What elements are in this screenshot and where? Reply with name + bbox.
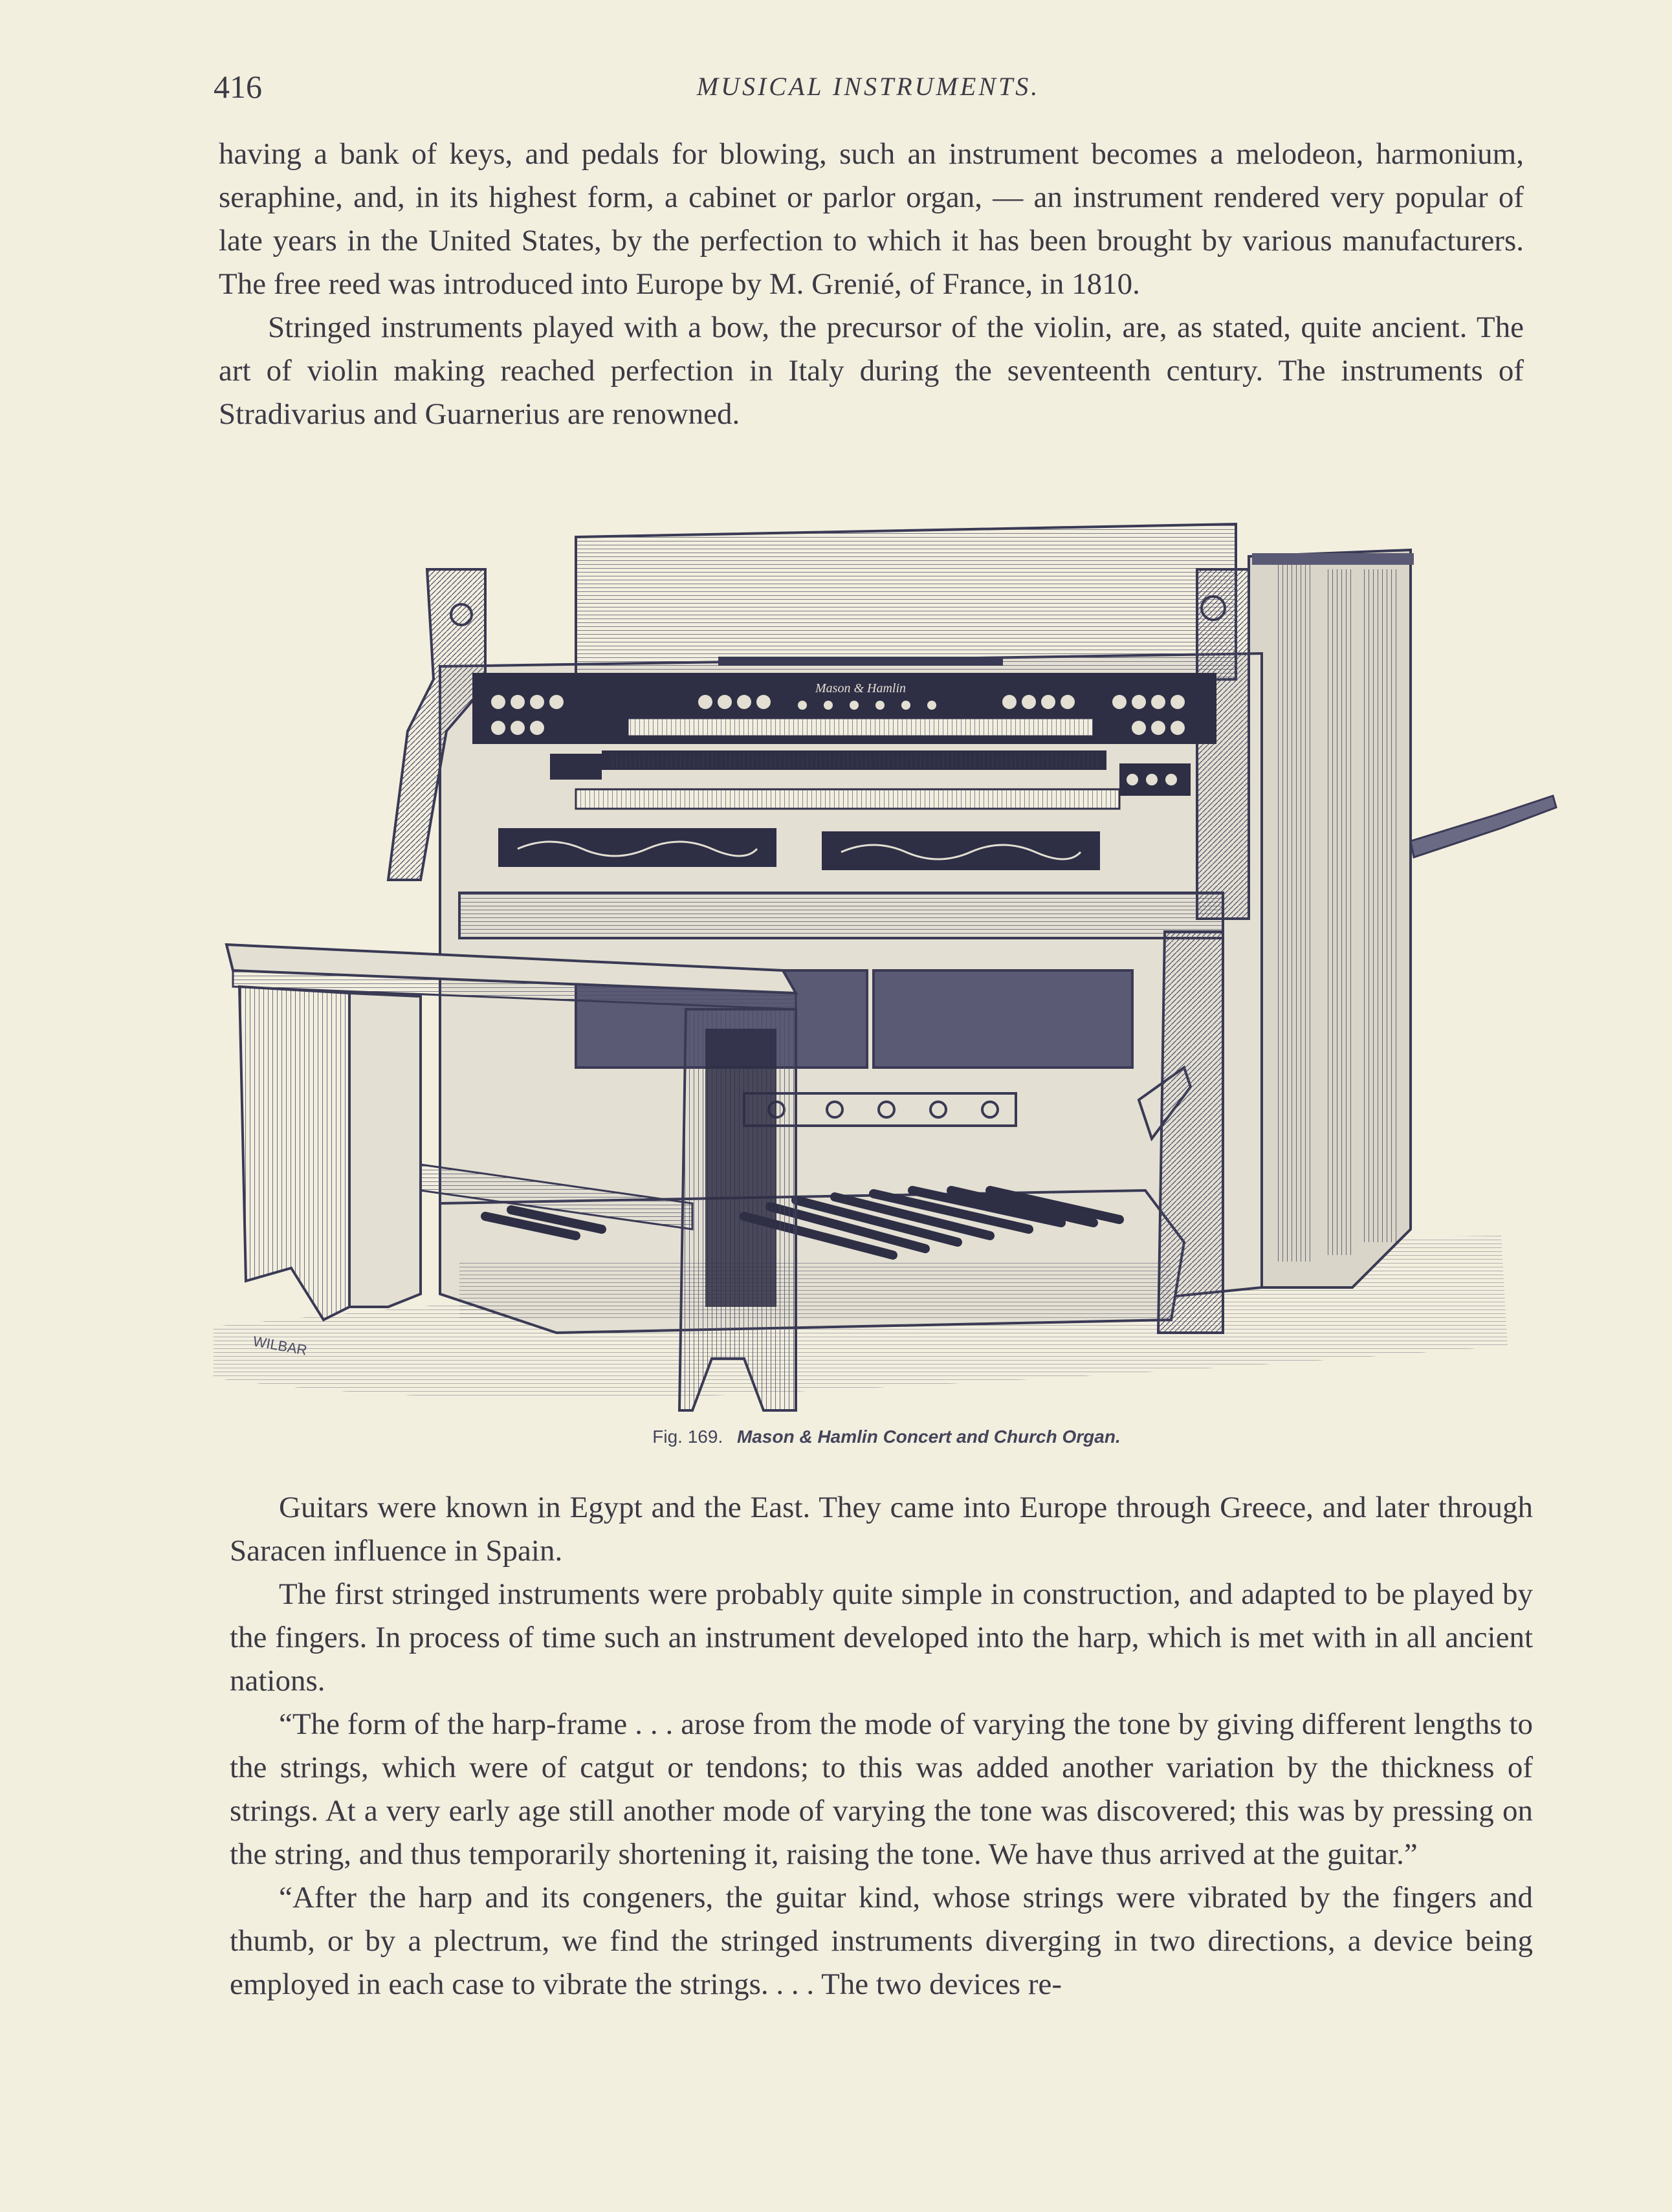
paragraph: The first stringed instruments were probably quite simple in construction, and adapted to be played by the fingers. In process of time such an instrument developed into the harp, which is met with in all ancient nations. bbox=[230, 1577, 1533, 1698]
organ-figure bbox=[214, 518, 1559, 1447]
caption-title: Mason & Hamlin Concert and Church Organ. bbox=[737, 1427, 1121, 1447]
organ-engraving bbox=[214, 518, 1559, 1423]
text-block-top bbox=[219, 133, 1524, 436]
text-block-bottom bbox=[230, 1486, 1533, 2006]
figure-caption bbox=[214, 1427, 1559, 1447]
page-number: 416 bbox=[214, 69, 262, 105]
paragraph: Stringed instruments played with a bow, the precursor of the violin, are, as stated, quite ancient. The art of violin making reached perfection in Italy during the seventeenth century. The instruments of Stradivarius and Guarnerius are renowned. bbox=[219, 311, 1524, 431]
nameboard-label: Mason & Hamlin bbox=[815, 681, 906, 695]
paragraph: having a bank of keys, and pedals for blowing, such an instrument becomes a melodeon, harmonium, seraphine, and, in its highest form, a cabinet or parlor organ, — an instrument rendered very popular of late years in the United States, by the perfection to which it has been brought by various manufacturers. The free reed was introduced into Europe by M. Grenié, of France, in 1810. bbox=[219, 137, 1524, 301]
engraver-signature: WILBAR bbox=[252, 1333, 309, 1359]
caption-label: Fig. 169. bbox=[652, 1427, 723, 1447]
paragraph: “The form of the harp-frame . . . arose from the mode of varying the tone by giving different lengths to the strings, which were of catgut or tendons; to this was added another variation by the thickness of strings. At a very early age still another mode of varying the tone was discovered; this was by pressing on the string, and thus temporarily shortening it, raising the tone. We have thus arrived at the guitar.” bbox=[230, 1707, 1533, 1871]
paragraph: “After the harp and its congeners, the guitar kind, whose strings were vibrated by the fingers and thumb, or by a plectrum, we find the stringed instruments diverging in two directions, a device being employed in each case to vibrate the strings. . . . The two devices re- bbox=[230, 1881, 1533, 2001]
page-header bbox=[214, 68, 1523, 113]
running-head: MUSICAL INSTRUMENTS. bbox=[696, 72, 1040, 101]
paragraph: Guitars were known in Egypt and the East. They came into Europe through Greece, and later through Saracen influence in Spain. bbox=[230, 1491, 1533, 1568]
